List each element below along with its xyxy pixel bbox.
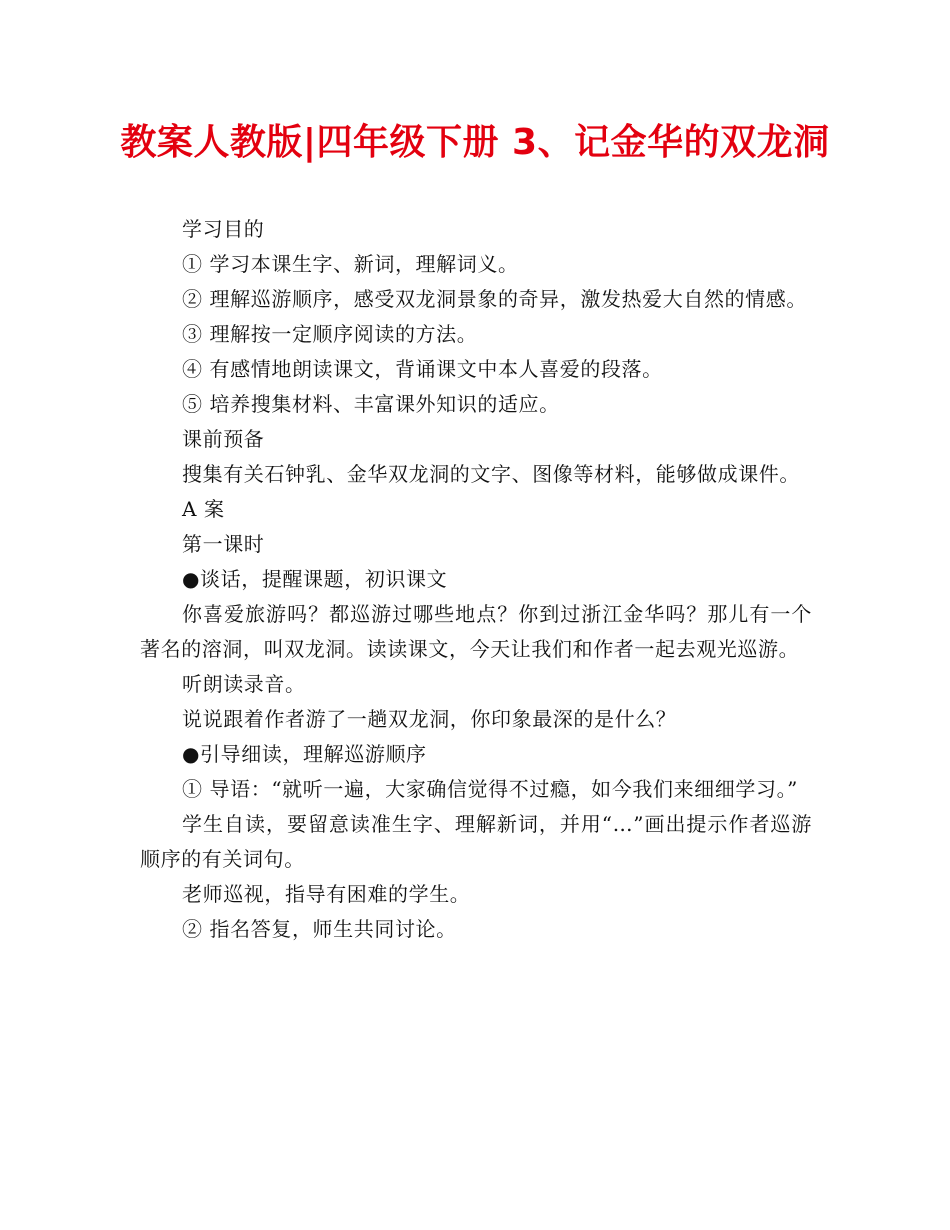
objective-item: ③ 理解按一定顺序阅读的方法。 xyxy=(182,322,478,346)
bullet-heading: ●谈话，提醒课题，初识课文 xyxy=(182,567,448,591)
document-body xyxy=(140,212,812,947)
paragraph: 你喜爱旅游吗？都巡游过哪些地点？你到过浙江金华吗？那儿有一个著名的溶洞，叫双龙洞。读读课文，今天让我们和作者一起去观光巡游。 xyxy=(140,602,812,661)
paragraph: 老师巡视，指导有困难的学生。 xyxy=(182,882,471,906)
paragraph: 搜集有关石钟乳、金华双龙洞的文字、图像等材料，能够做成课件。 xyxy=(182,462,800,486)
paragraph: 听朗读录音。 xyxy=(182,672,306,696)
paragraph: ② 指名答复，师生共同讨论。 xyxy=(182,917,457,941)
objective-item: ④ 有感情地朗读课文，背诵课文中本人喜爱的段落。 xyxy=(182,357,663,381)
objective-item: ⑤ 培养搜集材料、丰富课外知识的适应。 xyxy=(182,392,560,416)
document-title: 教案人教版|四年级下册 3、记金华的双龙洞 xyxy=(120,122,830,163)
bullet-heading: ●引导细读，理解巡游顺序 xyxy=(182,742,427,766)
objective-item: ① 学习本课生字、新词，理解词义。 xyxy=(182,252,519,276)
paragraph: ① 导语：“就听一遍，大家确信觉得不过瘾，如今我们来细细学习。” xyxy=(182,777,799,801)
section-heading-lesson-one: 第一课时 xyxy=(182,532,265,556)
objective-item: ② 理解巡游顺序，感受双龙洞景象的奇异，激发热爱大自然的情感。 xyxy=(182,287,807,311)
section-heading-preparation: 课前预备 xyxy=(182,427,265,451)
paragraph: 说说跟着作者游了一趟双龙洞，你印象最深的是什么？ xyxy=(182,707,677,731)
section-heading-objectives: 学习目的 xyxy=(182,217,265,241)
section-heading-plan-a: A 案 xyxy=(182,497,225,521)
paragraph: 学生自读，要留意读准生字、理解新词，并用“…”画出提示作者巡游顺序的有关词句。 xyxy=(140,812,812,871)
